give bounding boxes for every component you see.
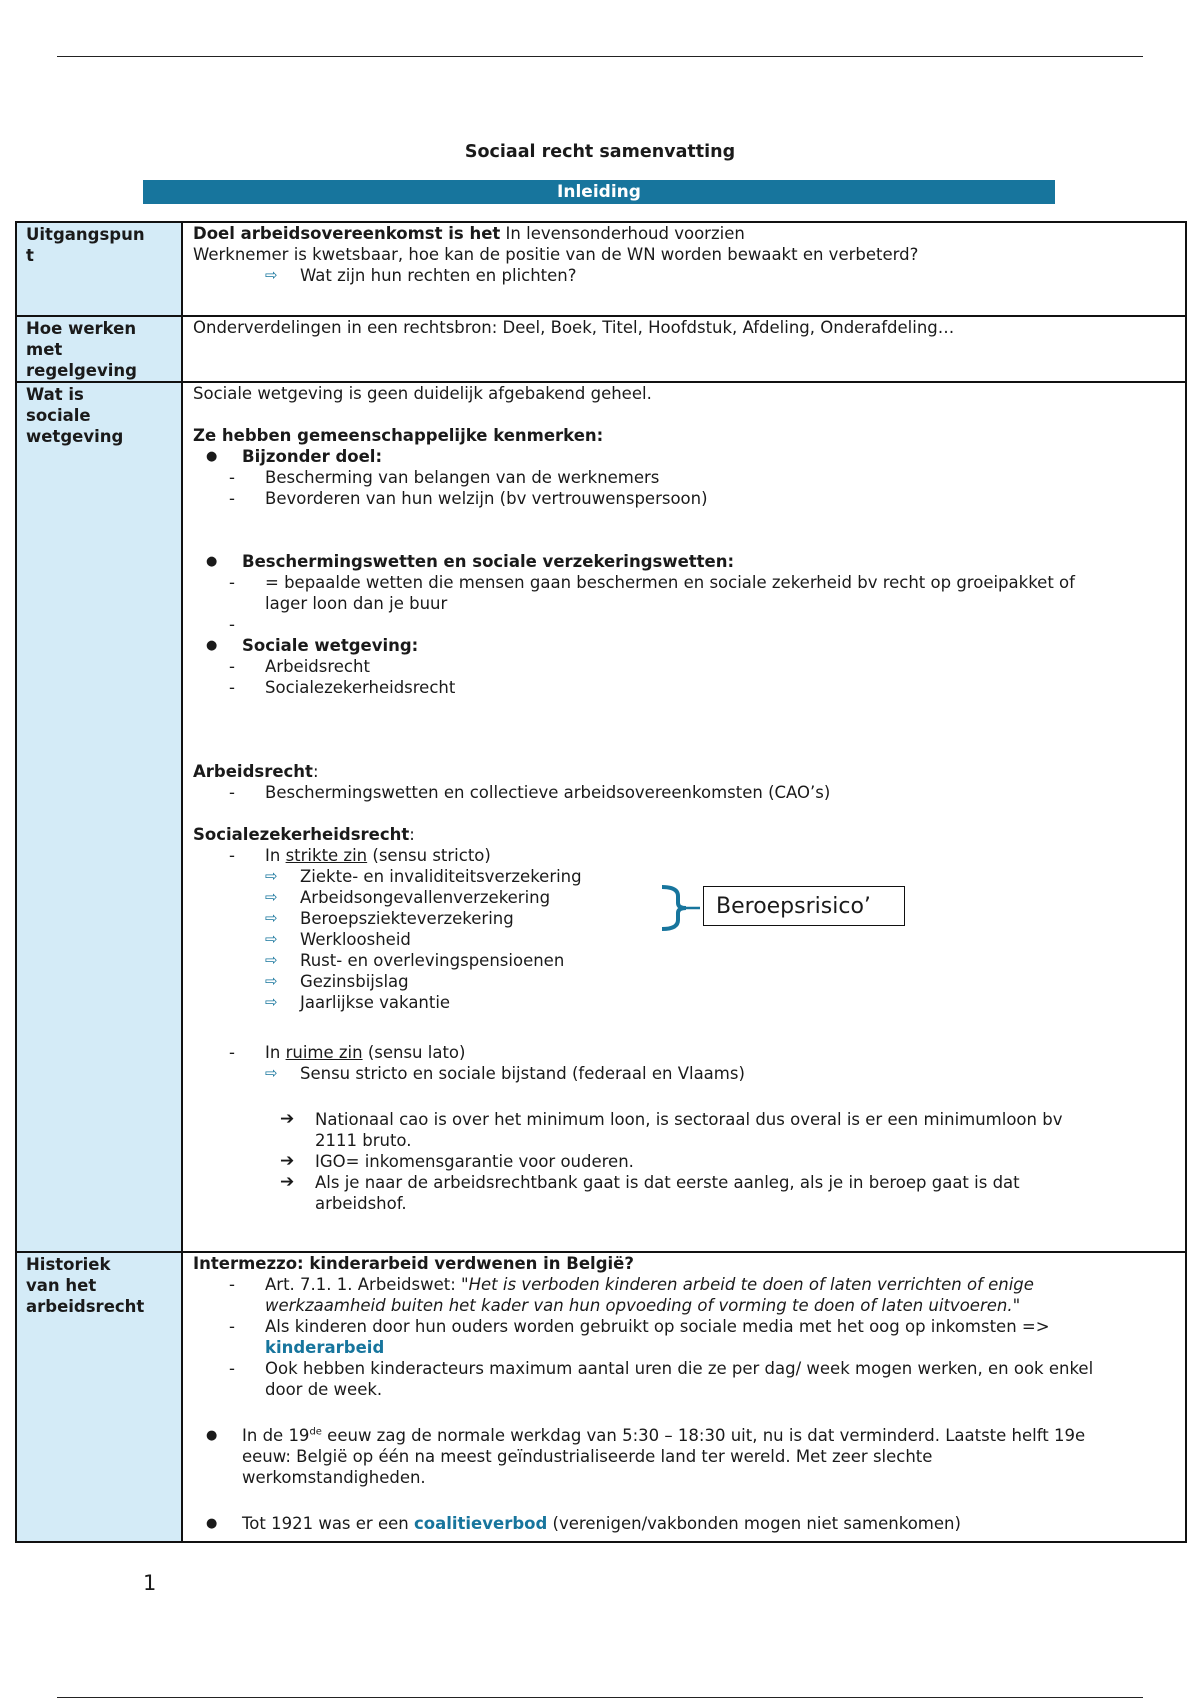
- arrow-icon: ⇨: [265, 951, 278, 969]
- table-row-regelgeving: [16, 316, 1186, 382]
- arrow-icon: ⇨: [265, 867, 278, 885]
- page-number: 1: [143, 1571, 157, 1595]
- bullet-icon: ●: [206, 1516, 218, 1531]
- arrow-right-icon: ➔: [280, 1151, 295, 1171]
- strikt-list: ⇨ Ziekte- en invaliditeitsverzekering ⇨ Arbeidsongevallenverzekering ⇨ Beroepsziekteverzekering ⇨ Werkloosheid ⇨ Rust- en overlevingspensioenen ⇨ Gezinsbijslag ⇨ Jaarlijkse vakantie Beroepsrisico’: [193, 866, 1175, 1013]
- arrow-icon: ⇨: [265, 972, 278, 990]
- callout-label: Beroepsrisico’: [703, 886, 905, 926]
- arrow-icon: ⇨: [265, 888, 278, 906]
- arrow-icon: ⇨: [265, 930, 278, 948]
- coalitieverbod-highlight: coalitieverbod: [413, 1514, 548, 1533]
- arrow-icon: ⇨: [265, 266, 278, 284]
- table-row-uitgangspunt: [16, 222, 1186, 316]
- bullet-icon: ●: [206, 449, 218, 464]
- bottom-rule: [57, 1697, 1143, 1698]
- top-rule: [57, 56, 1143, 57]
- row-content-historiek: Intermezzo: kinderarbeid verdwenen in België? - Art. 7.1. 1. Arbeidswet: "Het is verboden kinderen arbeid te doen of laten verrichten of enige werkzaamheid buiten het kader van hun opvoeding of vorming te doen of laten uitvoeren." - Als kinderen door hun ouders worden gebruikt op sociale media met het oog op inkomsten => kinderarbeid - Ook hebben kinderacteurs maximum aantal uren die ze per dag/ week mogen werken, en ook enkel door de week. ● In de 19de eeuw zag de normale werkdag van 5:30 – 18:30 uit, nu is dat verminderd. Laatste helft 19e eeuw: België op één na meest geïndustrialiseerde land ter wereld. Met zeer slechte werkomstandigheden. ● Tot 1921 was er een coalitieverbod (verenigen/vakbonden mogen niet samenkomen): [182, 1252, 1186, 1542]
- row-content-regelgeving: Onderverdelingen in een rechtsbron: Deel, Boek, Titel, Hoofdstuk, Afdeling, Onderafdeling…: [182, 316, 1186, 382]
- table-row-sociale-wetgeving: [16, 382, 1186, 1252]
- bullet-icon: ●: [206, 1428, 218, 1443]
- arrow-right-icon: ➔: [280, 1172, 295, 1192]
- row-label-regelgeving: Hoe werken met regelgeving: [16, 316, 182, 382]
- table-row-historiek: [16, 1252, 1186, 1542]
- arrow-icon: ⇨: [265, 1064, 278, 1082]
- row-content-uitgangspunt: Doel arbeidsovereenkomst is het In levensonderhoud voorzien Werknemer is kwetsbaar, hoe kan de positie van de WN worden bewaakt en verbeterd? ⇨ Wat zijn hun rechten en plichten?: [182, 222, 1186, 316]
- arrow-right-icon: ➔: [280, 1109, 295, 1129]
- section-banner: Inleiding: [143, 180, 1055, 204]
- summary-table: [15, 221, 1187, 1543]
- bullet-icon: ●: [206, 638, 218, 653]
- brace-icon: [660, 884, 700, 932]
- document-title: Sociaal recht samenvatting: [464, 142, 736, 162]
- row-label-uitgangspunt: Uitgangspun t: [16, 222, 182, 316]
- kinderarbeid-highlight: kinderarbeid: [265, 1338, 385, 1357]
- row-label-sociale-wetgeving: Wat is sociale wetgeving: [16, 382, 182, 1252]
- bullet-icon: ●: [206, 554, 218, 569]
- row-content-sociale-wetgeving: Sociale wetgeving is geen duidelijk afgebakend geheel. Ze hebben gemeenschappelijke kenmerken: ● Bijzonder doel: - Bescherming van belangen van de werknemers - Bevorderen van hun welzijn (bv vertrouwenspersoon) ● Beschermingswetten en sociale verzekeringswetten: - = bepaalde wetten die mensen gaan beschermen en sociale zekerheid bv recht op groeipakket of lager loon dan je buur - ● Sociale wetgeving: - Arbeidsrecht - Socialezekerheidsrecht Arbeidsrecht: - Beschermingswetten en collectieve arbeidsovereenkomsten (CAO’s) Socialezekerheidsrecht: - In strikte zin (sensu stricto) ⇨ Ziekte- en invaliditeitsverzekering ⇨ Arbeidsongevallenverzekering ⇨ Beroepsziekteverzekering ⇨ Werkloosheid ⇨ Rust- en overlevingspensioenen ⇨ Gezinsbijslag ⇨ Jaarlijkse vakantie Beroepsrisico’ - In ruime zin (sensu lato) ⇨ Sensu stricto en sociale bijstand (federaal en Vlaams) ➔ Nationaal cao is over het minimum loon, is sectoraal dus overal is er een minimumloon bv 2111 bruto. ➔ IGO= inkomensgarantie voor ouderen. ➔ Als je naar de arbeidsrechtbank gaat is dat eerste aanleg, als je in beroep gaat is dat arbeidshof.: [182, 382, 1186, 1252]
- arrow-icon: ⇨: [265, 993, 278, 1011]
- beroepsrisico-callout: [660, 886, 871, 928]
- row-label-historiek: Historiek van het arbeidsrecht: [16, 1252, 182, 1542]
- arrow-icon: ⇨: [265, 909, 278, 927]
